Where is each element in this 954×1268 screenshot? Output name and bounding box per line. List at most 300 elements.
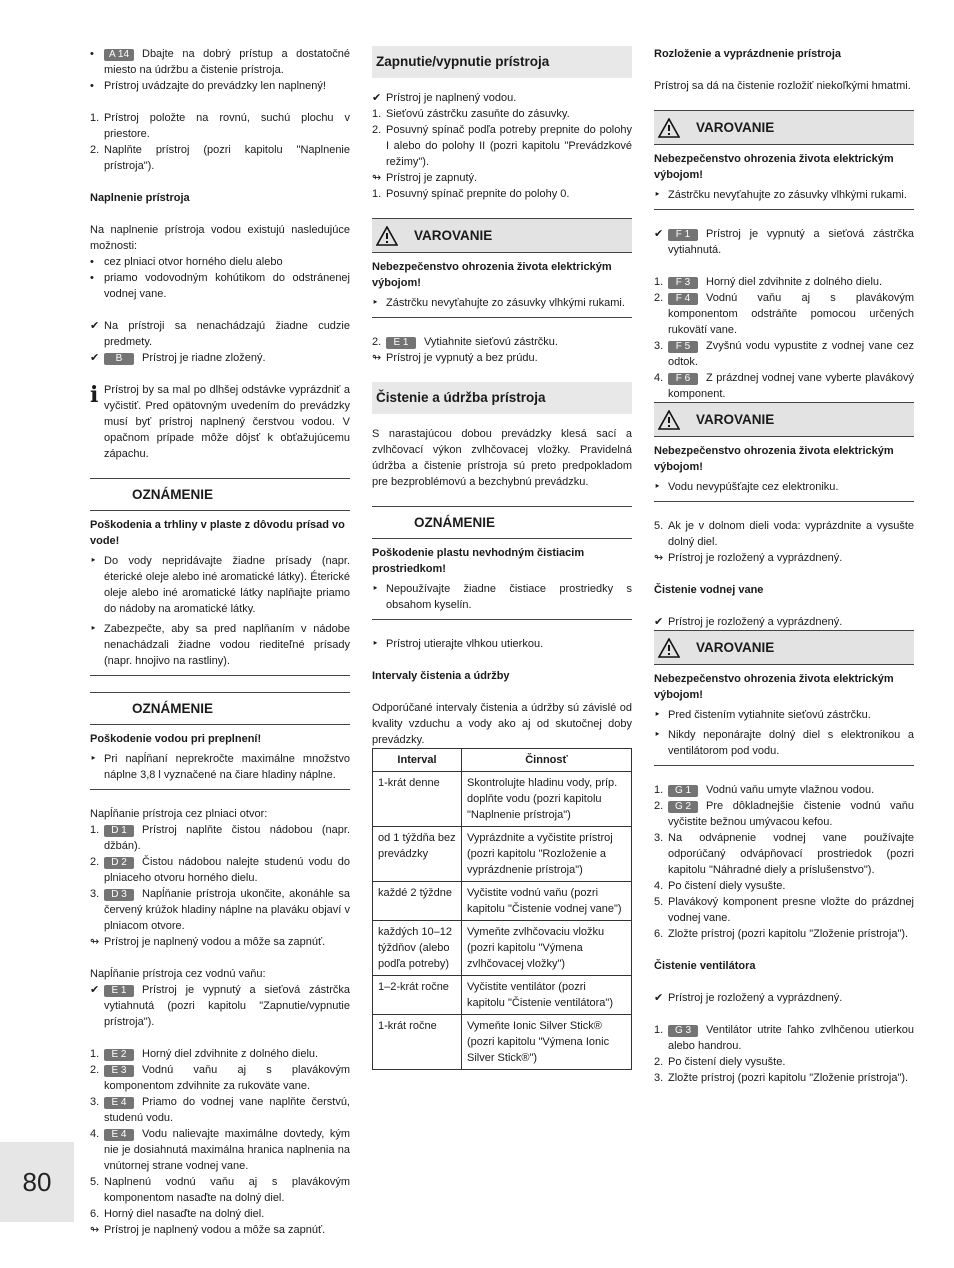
line-marker: ‣ (654, 729, 661, 741)
warning-title (372, 219, 632, 253)
line-content: Prístroj je rozložený a vyprázdnený. (668, 616, 843, 628)
text-line (372, 350, 632, 366)
line-text (668, 894, 914, 926)
line-text (386, 350, 632, 366)
column-header: Interval (373, 749, 462, 772)
text-line (654, 707, 914, 723)
paragraph: Prístroj sa dá na čistenie rozložiť niekoľkými hmatmi. (654, 80, 911, 92)
line-text (104, 1046, 350, 1062)
figure-ref-badge: F 6 (668, 373, 698, 385)
text-line (654, 798, 914, 830)
text-line (90, 110, 350, 142)
column-right (654, 46, 914, 1086)
line-content: Prístroj je rozložený a vyprázdnený. (668, 552, 843, 564)
text-line (654, 550, 914, 566)
text-line (90, 350, 350, 366)
line-marker: 4. (654, 880, 664, 892)
line-content: Zložte prístroj (pozri kapitolu "Zloženie prístroja"). (668, 928, 909, 940)
warning-triangle-icon (658, 118, 680, 138)
line-marker: ✔ (90, 352, 100, 364)
line-text (104, 934, 350, 950)
line-content: Napĺňanie prístroja ukončite, akonáhle sa červený krúžok hladiny náplne na plaváku objaví v plniacom otvore. (104, 888, 350, 932)
line-text (668, 226, 914, 258)
box-title-text: VAROVANIE (414, 227, 493, 243)
warning-triangle-icon (658, 410, 680, 430)
box-heading: Nebezpečenstvo ohrozenia života elektrickým výbojom! (654, 153, 894, 181)
line-marker: ↬ (372, 352, 382, 364)
text-line (90, 1062, 350, 1094)
text-line (90, 751, 350, 783)
text-line (90, 1126, 350, 1174)
line-text (104, 254, 350, 270)
line-marker: 5. (90, 1176, 100, 1188)
line-text (104, 1094, 350, 1126)
text-line (372, 170, 632, 186)
text-line (654, 338, 914, 370)
line-content: Z prázdnej vodnej vane vyberte plavákový komponent. (668, 372, 914, 400)
section-heading: Čistenie a údržba prístroja (372, 382, 632, 414)
interval-table (372, 748, 632, 1070)
warning-title (654, 631, 914, 665)
text-line (90, 621, 350, 669)
line-content: Prístroj je riadne zložený. (142, 352, 266, 364)
line-marker: ‣ (372, 583, 379, 595)
line-marker: • (90, 48, 94, 60)
line-marker: 5. (654, 520, 664, 532)
line-content: Naplňte prístroj (pozri kapitolu "Naplnenie prístroja"). (104, 144, 350, 172)
text-line (372, 581, 632, 613)
subheading: Čistenie vodnej vane (654, 584, 764, 596)
line-text (668, 290, 914, 338)
info-text: Prístroj by sa mal po dlhšej odstávke vyprázdniť a vyčistiť. Pred opätovným uvedením do prevádzky musí byť prístroj naplnený čerstvou vodou. V opačnom prípade môže dôjsť k obťažujúcemu zápachu. (104, 384, 350, 460)
line-text (386, 106, 632, 122)
box-title-text: OZNÁMENIE (132, 701, 213, 716)
text-line (654, 878, 914, 894)
line-text (104, 46, 350, 78)
line-marker: 3. (90, 1096, 100, 1108)
line-text (668, 550, 914, 566)
line-marker: 1. (654, 1024, 664, 1036)
text-line (372, 186, 632, 202)
text-line (654, 727, 914, 759)
table-cell: 1-krát ročne (373, 1015, 462, 1070)
line-content: Do vody nepridávajte žiadne prísady (napr. éterické oleje alebo iné aromatické látky). Éterické oleje alebo iné aromatické látky naplňajte priamo do nádoby na aromatické látky. (104, 555, 350, 615)
line-text (104, 1174, 350, 1206)
line-content: Naplnenú vodnú vaňu aj s plavákovým komponentom nasaďte na dolný diel. (104, 1176, 350, 1204)
figure-ref-badge: G 3 (668, 1025, 698, 1037)
line-marker: ✔ (654, 228, 664, 240)
line-content: Pred čistením vytiahnite sieťovú zástrčku. (668, 709, 871, 721)
line-marker: 2. (654, 292, 664, 304)
box-heading: Poškodenie vodou pri preplnení! (90, 733, 262, 745)
line-marker: 3. (90, 888, 100, 900)
figure-ref-badge: F 5 (668, 341, 698, 353)
notice-title (90, 479, 350, 511)
subheading: Intervaly čistenia a údržby (372, 670, 510, 682)
text-line (372, 334, 632, 350)
text-line (90, 854, 350, 886)
line-marker: ‣ (372, 297, 379, 309)
box-body (372, 259, 632, 317)
figure-ref-badge: F 3 (668, 277, 698, 289)
line-text (668, 926, 914, 942)
line-content: Vytiahnite sieťovú zástrčku. (424, 336, 558, 348)
box-heading: Nebezpečenstvo ohrozenia života elektrickým výbojom! (654, 673, 894, 701)
line-content: Prístroj je zapnutý. (386, 172, 478, 184)
line-text (104, 1062, 350, 1094)
line-text (104, 270, 350, 302)
warning-title (654, 111, 914, 145)
line-marker: 4. (90, 1128, 100, 1140)
line-marker: ↬ (654, 552, 664, 564)
line-text (104, 318, 350, 350)
text-line (372, 122, 632, 170)
figure-ref-badge: F 4 (668, 293, 698, 305)
line-content: Prístroj je rozložený a vyprázdnený. (668, 992, 843, 1004)
warning-title (654, 403, 914, 437)
line-marker: 1. (654, 784, 664, 796)
line-marker: 2. (372, 124, 382, 136)
line-marker: 1. (90, 112, 100, 124)
table-cell: Vyčistite ventilátor (pozri kapitolu "Čistenie ventilátora") (462, 976, 632, 1015)
line-text (668, 370, 914, 402)
line-text (668, 878, 914, 894)
text-line (654, 290, 914, 338)
line-text (668, 1022, 914, 1054)
box-title-text: OZNÁMENIE (132, 487, 213, 502)
text-line (90, 982, 350, 1030)
line-content: cez plniaci otvor horného dielu alebo (104, 256, 283, 268)
warning-box (654, 402, 914, 502)
line-content: Posuvný spínač podľa potreby prepnite do polohy I alebo do polohy II (pozri kapitolu "Prevádzkové režimy"). (386, 124, 632, 168)
box-body (654, 671, 914, 765)
line-marker: ✔ (372, 92, 382, 104)
line-content: Zástrčku nevyťahujte zo zásuvky vlhkými rukami. (668, 189, 907, 201)
figure-ref-badge: E 1 (104, 985, 134, 997)
box-body (654, 151, 914, 209)
text-line (654, 830, 914, 878)
line-text (104, 110, 350, 142)
line-marker: 3. (654, 340, 664, 352)
text-line (372, 636, 632, 652)
line-text (104, 553, 350, 617)
box-body (90, 517, 350, 675)
box-heading: Poškodenia a trhliny v plaste z dôvodu prísad vo vode! (90, 519, 345, 547)
figure-ref-badge: A 14 (104, 49, 134, 61)
table-header-row (373, 749, 632, 772)
box-body (90, 731, 350, 789)
text-line (654, 479, 914, 495)
line-text (668, 707, 914, 723)
line-marker: ✔ (90, 320, 100, 332)
line-content: Nikdy neponárajte dolný diel s elektronikou a ventilátorom pod vodu. (668, 729, 914, 757)
line-marker: 2. (90, 856, 100, 868)
line-marker: ‣ (90, 753, 97, 765)
line-content: Plavákový komponent presne vložte do prázdnej vodnej vane. (668, 896, 914, 924)
line-content: Nepoužívajte žiadne čistiace prostriedky s obsahom kyselín. (386, 583, 632, 611)
line-text (104, 1222, 350, 1238)
notice-box (90, 692, 350, 790)
line-content: Zabezpečte, aby sa pred naplňaním v nádobe nenachádzali žiadne vodou riediteľné prísady (napr. hnojivo na rastliny). (104, 623, 350, 667)
table-row (373, 827, 632, 882)
line-text (668, 990, 914, 1006)
line-content: Prístroj je naplnený vodou a môže sa zapnúť. (104, 1224, 326, 1236)
line-content: Zástrčku nevyťahujte zo zásuvky vlhkými rukami. (386, 297, 625, 309)
line-text (668, 782, 914, 798)
table-cell: každých 10–12 týždňov (alebo podľa potreby) (373, 921, 462, 976)
table-row (373, 772, 632, 827)
line-content: Zložte prístroj (pozri kapitolu "Zloženie prístroja"). (668, 1072, 909, 1084)
line-text (668, 1054, 914, 1070)
warning-triangle-icon (658, 638, 680, 658)
line-text (386, 122, 632, 170)
figure-ref-badge: E 1 (386, 337, 416, 349)
line-text (104, 350, 350, 366)
text-line (372, 106, 632, 122)
text-line (654, 990, 914, 1006)
text-line (90, 886, 350, 934)
line-marker: ↬ (372, 172, 382, 184)
column-header: Činnosť (462, 749, 632, 772)
line-marker: ✔ (654, 992, 664, 1004)
line-content: Dbajte na dobrý prístup a dostatočné miesto na údržbu a čistenie prístroja. (104, 48, 350, 76)
text-line (90, 270, 350, 302)
figure-ref-badge: D 2 (104, 857, 134, 869)
line-content: Čistou nádobou nalejte studenú vodu do plniaceho otvoru horného dielu. (104, 856, 350, 884)
line-content: Vodu nevypúšťajte cez elektroniku. (668, 481, 839, 493)
subheading: Rozloženie a vyprázdnenie prístroja (654, 48, 842, 60)
text-line (654, 894, 914, 926)
line-content: Prístroj je vypnutý a bez prúdu. (386, 352, 538, 364)
text-line (372, 90, 632, 106)
text-line (372, 295, 632, 311)
column-middle (372, 46, 632, 1070)
warning-box (372, 218, 632, 318)
text-line (654, 1022, 914, 1054)
table-cell: Skontrolujte hladinu vody, príp. doplňte vodu (pozri kapitolu "Naplnenie prístroja") (462, 772, 632, 827)
line-content: Vodnú vaňu umyte vlažnou vodou. (706, 784, 875, 796)
subheading: Naplnenie prístroja (90, 192, 190, 204)
table-cell: Vyčistite vodnú vaňu (pozri kapitolu "Čistenie vodnej vane") (462, 882, 632, 921)
line-text (104, 1126, 350, 1174)
line-marker: 3. (654, 1072, 664, 1084)
line-content: Horný diel nasaďte na dolný diel. (104, 1208, 265, 1220)
line-content: Prístroj naplňte čistou nádobou (napr. džbán). (104, 824, 350, 852)
line-text (104, 1206, 350, 1222)
line-marker: • (90, 80, 94, 92)
line-text (104, 621, 350, 669)
paragraph: S narastajúcou dobou prevádzky klesá sací a zvlhčovací výkon zvlhčovacej vložky. Pravidelná údržba a čistenie prístroja sú preto predpokladom pre bezproblémovú a bezchybnú prevádzku. (372, 428, 632, 488)
line-marker: • (90, 272, 94, 284)
line-content: Priamo do vodnej vane naplňte čerstvú, studenú vodu. (104, 1096, 350, 1124)
text-line (654, 1070, 914, 1086)
figure-ref-badge: G 1 (668, 785, 698, 797)
box-heading: Poškodenie plastu nevhodným čistiacim prostriedkom! (372, 547, 585, 575)
column-left (90, 46, 350, 1238)
box-body (372, 545, 632, 619)
text-line (654, 274, 914, 290)
line-content: Prístroj je naplnený vodou. (386, 92, 517, 104)
warning-box (654, 110, 914, 210)
line-marker: ‣ (654, 481, 661, 493)
text-line (90, 46, 350, 78)
figure-ref-badge: B (104, 353, 134, 365)
line-text (668, 518, 914, 550)
line-content: Zvyšnú vodu vypustite z vodnej vane cez odtok. (668, 340, 914, 368)
line-content: Vodnú vaňu aj s plavákovým komponentom zdvihnite za rukoväte vane. (104, 1064, 350, 1092)
text-line (654, 1054, 914, 1070)
figure-ref-badge: D 1 (104, 825, 134, 837)
line-content: Prístroj je vypnutý a sieťová zástrčka vytiahnutá (pozri kapitolu "Zapnutie/vypnutie prístroja"). (104, 984, 350, 1028)
text-line (90, 1222, 350, 1238)
line-marker: 2. (654, 800, 664, 812)
box-title-text: OZNÁMENIE (414, 515, 495, 530)
line-marker: 6. (654, 928, 664, 940)
line-content: Sieťovú zástrčku zasuňte do zásuvky. (386, 108, 570, 120)
box-title-text: VAROVANIE (696, 411, 775, 427)
text-line (90, 318, 350, 350)
text-line (90, 1206, 350, 1222)
line-marker: ↬ (90, 1224, 100, 1236)
table-cell: 1–2-krát ročne (373, 976, 462, 1015)
line-content: Na odvápnenie vodnej vane používajte odporúčaný odvápňovací prostriedok (pozri kapitolu "Náhradné diely a príslušenstvo"). (668, 832, 914, 876)
line-text (104, 142, 350, 174)
line-text (668, 1070, 914, 1086)
line-text (104, 982, 350, 1030)
line-text (386, 170, 632, 186)
line-marker: 5. (654, 896, 664, 908)
table-cell: Vymeňte Ionic Silver Stick® (pozri kapitolu "Výmena Ionic Silver Stick®") (462, 1015, 632, 1070)
line-content: Po čistení diely vysušte. (668, 880, 786, 892)
line-marker: ‣ (654, 709, 661, 721)
table-row (373, 882, 632, 921)
line-marker: ✔ (90, 984, 100, 996)
line-text (386, 334, 632, 350)
text-line (90, 1094, 350, 1126)
line-marker: 6. (90, 1208, 100, 1220)
warning-triangle-icon (376, 226, 398, 246)
figure-ref-badge: D 3 (104, 889, 134, 901)
line-content: Na prístroji sa nenachádzajú žiadne cudzie predmety. (104, 320, 350, 348)
line-content: Ak je v dolnom dieli voda: vyprázdnite a vysušte dolný diel. (668, 520, 914, 548)
line-content: Horný diel zdvihnite z dolného dielu. (142, 1048, 319, 1060)
line-content: Po čistení diely vysušte. (668, 1056, 786, 1068)
notice-title (90, 693, 350, 725)
line-content: Prístroj uvádzajte do prevádzky len naplnený! (104, 80, 326, 92)
line-content: Pri napĺňaní neprekročte maximálne množstvo náplne 3,8 l vyznačené na čiare hladiny náplne. (104, 753, 350, 781)
text-line (90, 142, 350, 174)
line-text (668, 798, 914, 830)
line-content: Horný diel zdvihnite z dolného dielu. (706, 276, 883, 288)
line-marker: ‣ (372, 638, 379, 650)
subheading: Čistenie ventilátora (654, 960, 756, 972)
line-marker: ‣ (90, 555, 97, 567)
text-line (90, 934, 350, 950)
text-line (654, 518, 914, 550)
notice-box (372, 506, 632, 620)
line-text (104, 78, 350, 94)
line-content: Vodu nalievajte maximálne dovtedy, kým nie je dosiahnutá maximálna hranica naplnenia na vnútornej strane vodnej vane. (104, 1128, 350, 1172)
line-text (668, 187, 914, 203)
figure-ref-badge: E 2 (104, 1049, 134, 1061)
line-text (386, 636, 632, 652)
line-marker: 1. (90, 824, 100, 836)
table-row (373, 921, 632, 976)
notice-title (372, 507, 632, 539)
paragraph: Napĺňanie prístroja cez plniaci otvor: (90, 808, 268, 820)
text-line (654, 187, 914, 203)
table-row (373, 976, 632, 1015)
line-marker: 2. (90, 144, 100, 156)
text-line (90, 822, 350, 854)
table-cell: od 1 týždňa bez prevádzky (373, 827, 462, 882)
line-content: Prístroj je naplnený vodou a môže sa zapnúť. (104, 936, 326, 948)
figure-ref-badge: F 1 (668, 229, 698, 241)
text-line (90, 1046, 350, 1062)
box-body (654, 443, 914, 501)
figure-ref-badge: G 2 (668, 801, 698, 813)
text-line (90, 78, 350, 94)
line-text (668, 338, 914, 370)
info-icon: i (90, 382, 99, 408)
text-line (654, 614, 914, 630)
line-marker: 1. (372, 188, 382, 200)
line-content: Prístroj je vypnutý a sieťová zástrčka vytiahnutá. (668, 228, 914, 256)
figure-ref-badge: E 4 (104, 1097, 134, 1109)
line-marker: 1. (90, 1048, 100, 1060)
line-marker: 4. (654, 372, 664, 384)
table-row (373, 1015, 632, 1070)
line-content: Prístroj položte na rovnú, suchú plochu v priestore. (104, 112, 350, 140)
line-text (668, 614, 914, 630)
line-marker: ✔ (654, 616, 664, 628)
line-marker: ‣ (90, 623, 97, 635)
line-marker: 3. (654, 832, 664, 844)
line-marker: 2. (372, 336, 382, 348)
box-heading: Nebezpečenstvo ohrozenia života elektrickým výbojom! (372, 261, 612, 289)
text-line (90, 553, 350, 617)
line-content: Pre dôkladnejšie čistenie vodnú vaňu vyčistite bežnou umývacou kefou. (668, 800, 914, 828)
line-marker: 1. (372, 108, 382, 120)
line-text (386, 295, 632, 311)
text-line (654, 926, 914, 942)
box-title-text: VAROVANIE (696, 119, 775, 135)
text-line (654, 782, 914, 798)
line-content: Posuvný spínač prepnite do polohy 0. (386, 188, 570, 200)
line-text (668, 479, 914, 495)
line-marker: 2. (90, 1064, 100, 1076)
line-content: Ventilátor utrite ľahko zvlhčenou utierkou alebo handrou. (668, 1024, 914, 1052)
page-number: 80 (0, 1142, 74, 1222)
text-line (654, 370, 914, 402)
line-text (668, 830, 914, 878)
box-title-text: VAROVANIE (696, 639, 775, 655)
figure-ref-badge: E 4 (104, 1129, 134, 1141)
line-marker: ↬ (90, 936, 100, 948)
line-text (104, 886, 350, 934)
figure-ref-badge: E 3 (104, 1065, 134, 1077)
warning-box (654, 630, 914, 766)
line-content: Prístroj utierajte vlhkou utierkou. (386, 638, 544, 650)
line-content: Vodnú vaňu aj s plavákovým komponentom odstráňte pomocou určených rukovätí vane. (668, 292, 914, 336)
table-cell: každé 2 týždne (373, 882, 462, 921)
text-line (90, 1174, 350, 1206)
text-line (654, 226, 914, 258)
box-heading: Nebezpečenstvo ohrozenia života elektrickým výbojom! (654, 445, 894, 473)
paragraph: Odporúčané intervaly čistenia a údržby sú závislé od kvality vzduchu a vody ako aj od skutočnej doby prevádzky. (372, 702, 632, 746)
line-text (386, 581, 632, 613)
info-note (90, 382, 350, 462)
